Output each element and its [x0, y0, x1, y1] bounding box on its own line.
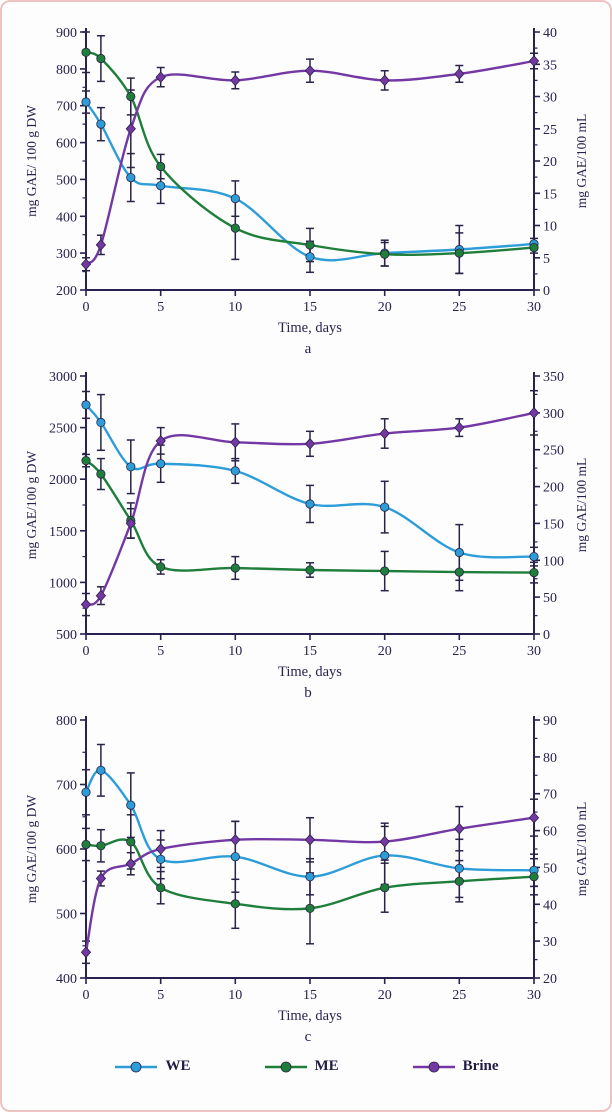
legend-label-brine: Brine — [462, 1058, 499, 1074]
svg-text:mg GAE/100 g DW: mg GAE/100 g DW — [24, 450, 39, 560]
svg-text:250: 250 — [543, 443, 564, 459]
legend — [2, 1058, 610, 1075]
legend-item-brine — [411, 1058, 499, 1075]
svg-text:20: 20 — [543, 972, 557, 987]
svg-text:0: 0 — [543, 284, 550, 299]
svg-text:20: 20 — [377, 644, 392, 659]
svg-text:100: 100 — [543, 554, 564, 570]
svg-text:25: 25 — [452, 300, 467, 315]
svg-text:1000: 1000 — [49, 576, 77, 592]
chart-c-sublabel: c — [304, 1029, 312, 1045]
svg-text:mg GAE/ 100 g DW: mg GAE/ 100 g DW — [24, 105, 39, 217]
svg-text:600: 600 — [56, 843, 77, 858]
chart-a — [2, 18, 612, 360]
svg-text:80: 80 — [543, 750, 557, 766]
svg-text:35: 35 — [543, 58, 557, 74]
svg-text:30: 30 — [527, 988, 541, 1003]
svg-text:Time, days: Time, days — [278, 664, 342, 680]
svg-text:90: 90 — [543, 714, 557, 729]
legend-label-we: WE — [165, 1058, 191, 1074]
svg-text:900: 900 — [56, 26, 77, 41]
svg-text:30: 30 — [527, 300, 541, 315]
svg-text:2500: 2500 — [49, 421, 77, 437]
svg-text:30: 30 — [527, 644, 541, 659]
svg-text:25: 25 — [543, 122, 557, 138]
legend-item-we — [113, 1058, 190, 1075]
svg-text:Time, days: Time, days — [278, 1008, 342, 1024]
chart-b-sublabel: b — [304, 685, 312, 701]
svg-text:10: 10 — [228, 988, 243, 1003]
chart-c — [2, 706, 612, 1048]
svg-text:60: 60 — [543, 824, 557, 840]
svg-text:1500: 1500 — [49, 524, 77, 540]
svg-text:10: 10 — [228, 300, 243, 315]
svg-text:40: 40 — [543, 898, 557, 914]
svg-text:40: 40 — [543, 26, 557, 41]
svg-text:0: 0 — [82, 300, 90, 315]
we-line-marker-swatch — [113, 1060, 159, 1074]
svg-text:200: 200 — [543, 480, 564, 496]
svg-text:800: 800 — [56, 62, 77, 78]
svg-text:700: 700 — [56, 778, 77, 794]
chart-c-canvas — [2, 706, 612, 1028]
svg-text:20: 20 — [543, 155, 557, 170]
svg-text:2000: 2000 — [49, 473, 77, 489]
svg-text:20: 20 — [377, 300, 392, 315]
svg-text:3000: 3000 — [49, 370, 77, 385]
chart-b — [2, 362, 612, 704]
chart-a-canvas — [2, 18, 612, 340]
svg-text:mg GAE/100 mL: mg GAE/100 mL — [574, 113, 589, 209]
svg-text:400: 400 — [56, 972, 77, 987]
svg-text:mg GAE/100 g DW: mg GAE/100 g DW — [24, 794, 39, 904]
svg-text:500: 500 — [56, 628, 77, 643]
svg-text:25: 25 — [452, 988, 467, 1003]
svg-text:150: 150 — [543, 517, 564, 533]
svg-text:30: 30 — [543, 90, 557, 106]
svg-text:15: 15 — [543, 187, 557, 203]
svg-text:50: 50 — [543, 861, 557, 877]
svg-text:Time, days: Time, days — [278, 320, 342, 336]
svg-text:50: 50 — [543, 591, 557, 607]
chart-a-sublabel: a — [304, 341, 312, 357]
svg-text:70: 70 — [543, 787, 557, 803]
brine-line-marker-swatch — [411, 1060, 457, 1074]
svg-text:0: 0 — [82, 988, 90, 1003]
svg-text:mg GAE/100 mL: mg GAE/100 mL — [574, 801, 589, 897]
svg-text:500: 500 — [56, 907, 77, 923]
svg-text:600: 600 — [56, 136, 77, 152]
legend-item-me — [263, 1058, 339, 1075]
svg-text:mg GAE/100 mL: mg GAE/100 mL — [574, 457, 589, 553]
svg-text:350: 350 — [543, 370, 564, 385]
svg-text:0: 0 — [543, 628, 550, 643]
svg-text:800: 800 — [56, 714, 77, 729]
svg-text:0: 0 — [82, 644, 90, 659]
svg-text:300: 300 — [543, 406, 564, 422]
svg-text:15: 15 — [303, 300, 317, 315]
me-line-marker-swatch — [263, 1060, 309, 1074]
legend-label-me: ME — [314, 1058, 339, 1074]
svg-text:5: 5 — [157, 988, 165, 1003]
svg-text:15: 15 — [303, 988, 317, 1003]
svg-text:20: 20 — [377, 988, 392, 1003]
svg-text:15: 15 — [303, 644, 317, 659]
svg-text:500: 500 — [56, 173, 77, 189]
svg-text:300: 300 — [56, 247, 77, 263]
svg-text:5: 5 — [543, 251, 550, 267]
chart-b-canvas — [2, 362, 612, 684]
svg-text:700: 700 — [56, 99, 77, 115]
svg-text:25: 25 — [452, 644, 467, 659]
svg-text:30: 30 — [543, 935, 557, 951]
svg-text:5: 5 — [157, 300, 165, 315]
svg-text:400: 400 — [56, 210, 77, 226]
svg-text:10: 10 — [543, 219, 557, 235]
svg-text:200: 200 — [56, 284, 77, 299]
svg-text:5: 5 — [157, 644, 165, 659]
svg-text:10: 10 — [228, 644, 243, 659]
